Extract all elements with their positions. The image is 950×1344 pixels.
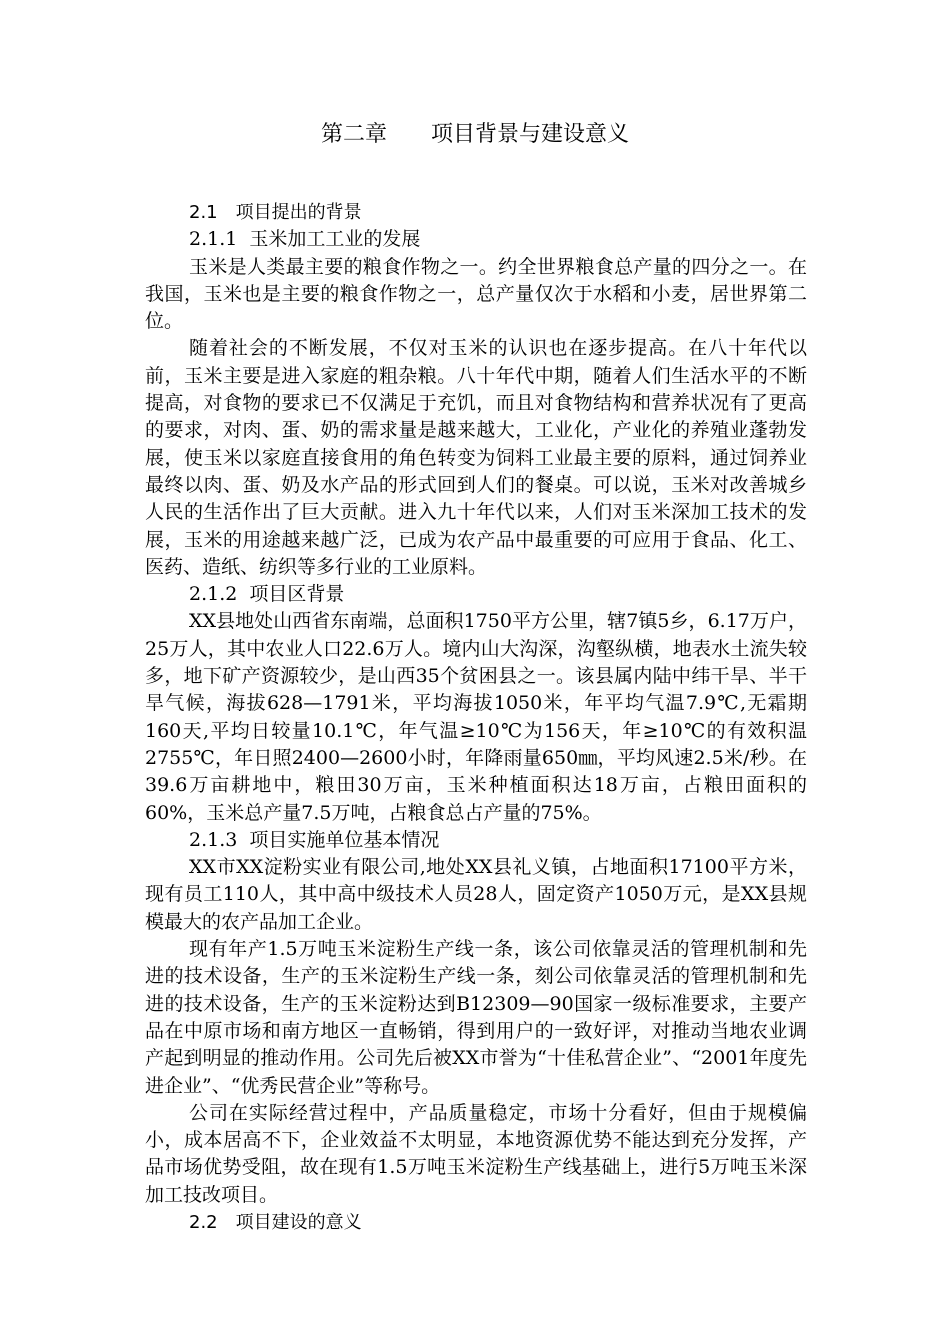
paragraph-corn-industry-development: 随着社会的不断发展，不仅对玉米的认识也在逐步提高。在八十年代以前，玉米主要是进入家庭的粗杂粮。八十年代中期，随着人们生活水平的不断提高，对食物的要求已不仅满足于充饥，而且对食物结构和营养状况有了更高的要求，对肉、蛋、奶的需求量是越来越大，工业化，产业化的养殖业蓬勃发展，使玉米以家庭直接食用的角色转变为饲料工业最主要的原料，通过饲养业最终以肉、蛋、奶及水产品的形式回到人们的餐桌。可以说，玉米对改善城乡人民的生活作出了巨大贡献。进入九十年代以来，人们对玉米深加工技术的发展，玉米的用途越来越广泛，已成为农产品中最重要的可应用于食品、化工、医药、造纸、纺织等多行业的工业原料。 xyxy=(145,337,807,578)
subsection-heading-2-1-3: 2.1.3 项目实施单位基本情况 xyxy=(189,828,440,851)
paragraph-operating-situation: 公司在实际经营过程中，产品质量稳定，市场十分看好，但由于规模偏小，成本居高不下，企业效益不太明显，本地资源优势不能达到充分发挥，产品市场优势受阻，故在现有1.5万吨玉米淀粉生产线基础上，进行5万吨玉米深加工技改项目。 xyxy=(145,1101,807,1206)
chapter-title: 第二章 项目背景与建设意义 xyxy=(320,122,629,147)
section-heading-2-2: 2.2 项目建设的意义 xyxy=(189,1211,362,1233)
subsection-heading-2-1-1: 2.1.1 玉米加工工业的发展 xyxy=(189,228,421,251)
paragraph-corn-importance: 玉米是人类最主要的粮食作物之一。约全世界粮食总产量的四分之一。在我国，玉米也是主要的粮食作物之一，总产量仅次于水稻和小麦，居世界第二位。 xyxy=(145,255,807,333)
paragraph-county-background: XX县地处山西省东南端，总面积1750平方公里，辖7镇5乡，6.17万户，25万人，其中农业人口22.6万人。境内山大沟深，沟壑纵横，地表水土流失较多，地下矿产资源较少，是山西35个贫困县之一。该县属内陆中纬干旱、半干旱气候，海拔628—1791米，平均海拔1050米，年平均气温7.9℃,无霜期160天,平均日较量10.1℃，年气温≥10℃为156天，年≥10℃的有效积温2755℃，年日照2400—2600小时，年降雨量650㎜，平均风速2.5米/秒。在39.6万亩耕地中，粮田30万亩，玉米种植面积达18万亩，占粮田面积的60%，玉米总产量7.5万吨，占粮食总占产量的75%。 xyxy=(145,610,807,824)
paragraph-production-line: 现有年产1.5万吨玉米淀粉生产线一条，该公司依靠灵活的管理机制和先进的技术设备，生产的玉米淀粉生产线一条，刻公司依靠灵活的管理机制和先进的技术设备，生产的玉米淀粉达到B12309—90国家一级标准要求，主要产品在中原市场和南方地区一直畅销，得到用户的一致好评，对推动当地农业调产起到明显的推动作用。公司先后被XX市誉为“十佳私营企业”、“2001年度先进企业”、“优秀民营企业”等称号。 xyxy=(145,938,807,1097)
subsection-heading-2-1-2: 2.1.2 项目区背景 xyxy=(189,583,345,606)
document-body xyxy=(145,199,807,1236)
section-heading-2-1: 2.1 项目提出的背景 xyxy=(189,202,362,223)
paragraph-company-overview: XX市XX淀粉实业有限公司,地处XX县礼义镇，占地面积17100平方米，现有员工110人，其中高中级技术人员28人，固定资产1050万元，是XX县规模最大的农产品加工企业。 xyxy=(145,856,807,933)
